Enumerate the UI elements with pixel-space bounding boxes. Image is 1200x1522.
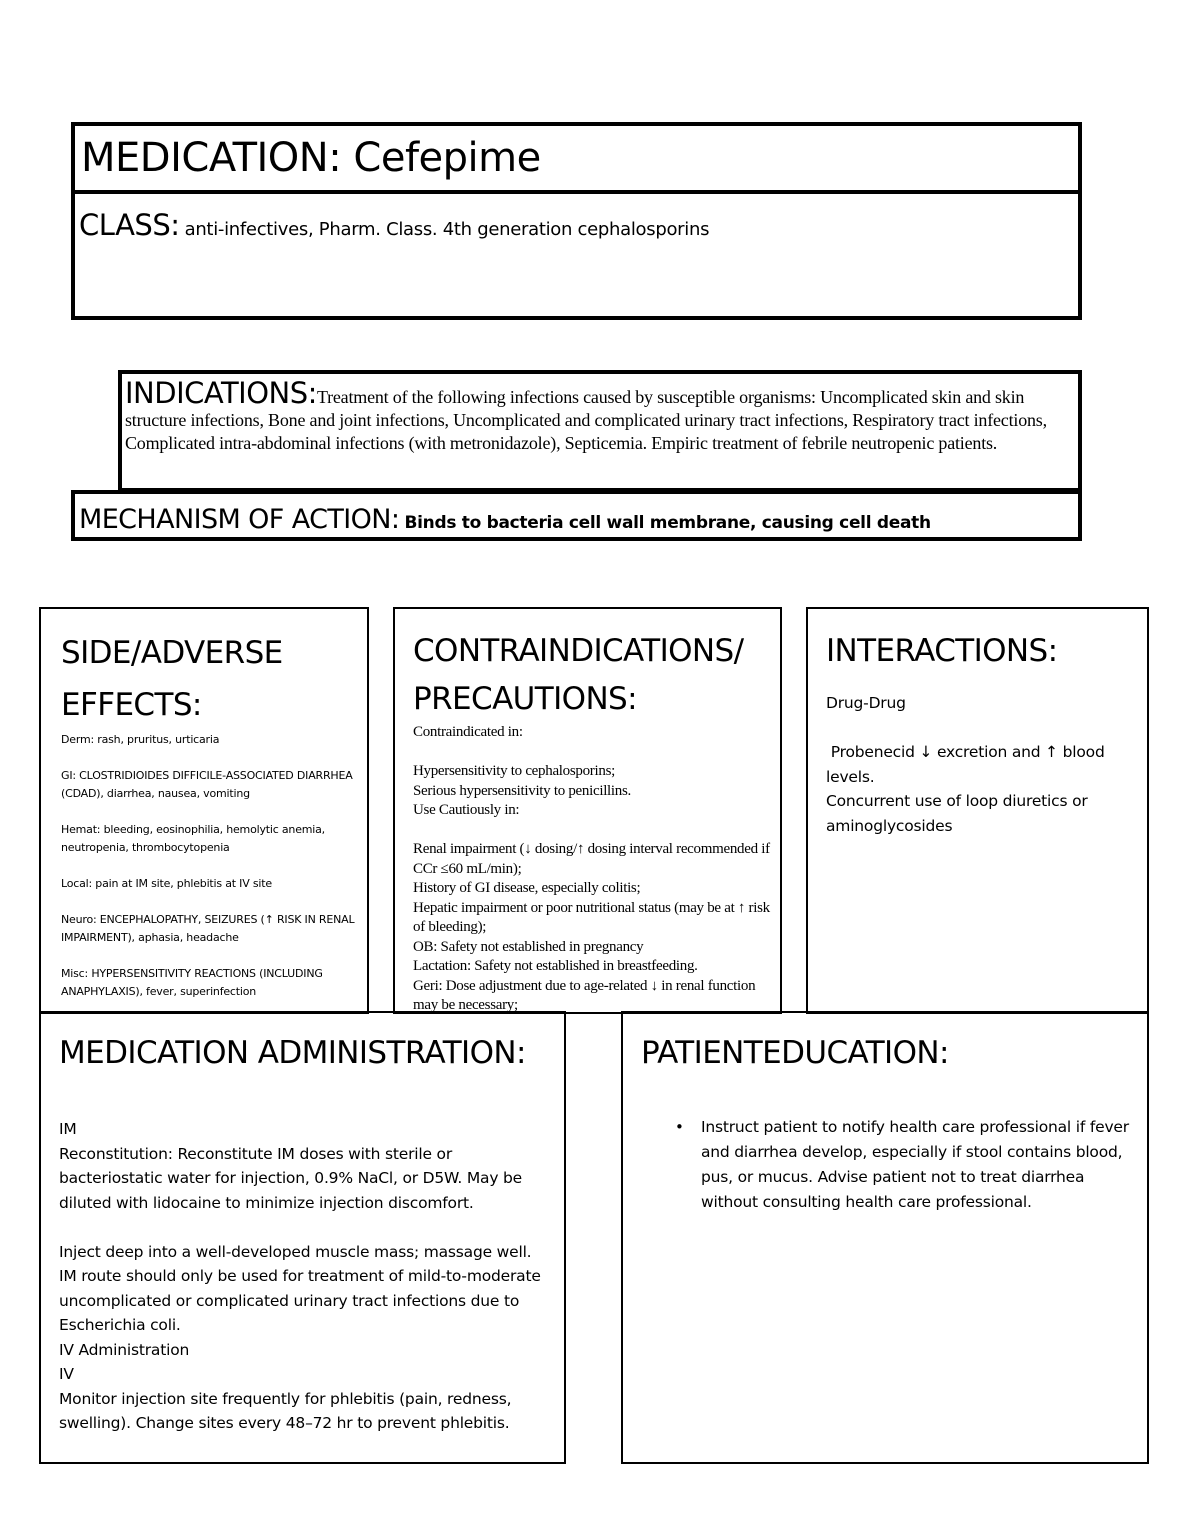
side-effects-heading	[61, 627, 361, 731]
side-effect-derm: Derm: rash, pruritus, urticaria	[61, 733, 220, 746]
reconstitution-text: Reconstitution: Reconstitute IM doses with sterile or bacteriostatic water for injection, 0.9% NaCl, or D5W. May be diluted with lidocaine to minimize injection discomfort.	[59, 1144, 522, 1212]
inject-text: Inject deep into a well-developed muscle mass; massage well.	[59, 1242, 532, 1261]
route-iv: IV	[59, 1365, 74, 1383]
contraindicated-label: Contraindicated in:	[413, 724, 523, 740]
contraindications-heading-line2: PRECAUTIONS:	[413, 681, 637, 717]
spacer	[413, 743, 774, 763]
side-effect-gi: GI: CLOSTRIDIOIDES DIFFICILE-ASSOCIATED DIARRHEA (CDAD), diarrhea, nausea, vomiting	[61, 769, 353, 800]
education-item-text: Instruct patient to notify health care professional if fever and diarrhea develop, especially if stool contains blood, pus, or mucus. Advise patient not to treat diarrhea without consulting health care professional.	[701, 1118, 1129, 1211]
side-effects-box	[39, 607, 369, 1014]
bullet-icon: •	[675, 1118, 684, 1136]
interactions-subheading: Drug-Drug	[826, 694, 906, 712]
spacer	[826, 716, 1139, 741]
interactions-content	[826, 627, 1139, 838]
cautious-item: Hepatic impairment or poor nutritional status (may be at ↑ risk of bleeding);	[413, 899, 770, 935]
mechanism-line	[79, 504, 931, 535]
class-label: CLASS:	[79, 208, 180, 242]
contraindications-content	[413, 627, 774, 1014]
mechanism-label: MECHANISM OF ACTION:	[79, 504, 400, 535]
administration-content	[59, 1029, 556, 1436]
medication-label: MEDICATION:	[81, 135, 342, 181]
iv-administration-label: IV Administration	[59, 1340, 190, 1359]
interactions-heading: INTERACTIONS:	[826, 633, 1058, 669]
interaction-item: Concurrent use of loop diuretics or aminoglycosides	[826, 792, 1088, 835]
education-item	[641, 1115, 1139, 1215]
mechanism-text: Binds to bacteria cell wall membrane, causing cell death	[404, 513, 931, 533]
indications-text: Treatment of the following infections caused by susceptible organisms: Uncomplicated skin and skin structure infections, Bone and joint infections, Uncomplicated and complicated urinary tract infections, Respiratory tract infections, Complicated intra-abdominal infections (with metronidazole), Septicemia. Empiric treatment of febrile neutropenic patients.	[125, 387, 1047, 453]
side-effect-neuro: Neuro: ENCEPHALOPATHY, SEIZURES (↑ RISK IN RENAL IMPAIRMENT), aphasia, headache	[61, 913, 355, 944]
im-route-note: IM route should only be used for treatment of mild-to-moderate uncomplicated or complicated urinary tract infections due to Escherichia coli.	[59, 1267, 541, 1334]
education-heading: PATIENTEDUCATION:	[641, 1035, 949, 1071]
cautious-item: OB: Safety not established in pregnancy	[413, 938, 644, 955]
spacer	[59, 1215, 556, 1240]
contraindications-heading	[413, 627, 774, 723]
contraindications-heading-line1: CONTRAINDICATIONS/	[413, 633, 744, 669]
medication-box	[71, 122, 1082, 194]
medication-heading	[81, 134, 541, 182]
side-effects-heading-line1: SIDE/ADVERSE	[61, 635, 283, 671]
administration-heading: MEDICATION ADMINISTRATION:	[59, 1035, 526, 1071]
mechanism-box	[71, 490, 1082, 541]
class-line	[79, 208, 709, 242]
contraindications-body	[413, 723, 774, 1014]
side-effects-heading-line2: EFFECTS:	[61, 687, 202, 723]
cautious-item: History of GI disease, especially colitis;	[413, 880, 641, 896]
medication-name: Cefepime	[353, 135, 541, 181]
cautious-item: Lactation: Safety not established in breastfeeding.	[413, 958, 698, 974]
administration-box	[39, 1011, 566, 1464]
class-value: anti-infectives, Pharm. Class. 4th generation cephalosporins	[184, 219, 710, 240]
side-effect-hemat: Hemat: bleeding, eosinophilia, hemolytic anemia, neutropenia, thrombocytopenia	[61, 823, 325, 854]
route-im: IM	[59, 1120, 77, 1138]
education-list	[641, 1115, 1139, 1215]
interactions-box	[806, 607, 1149, 1014]
spacer	[413, 821, 774, 841]
interactions-body	[826, 691, 1139, 838]
indications-content	[125, 376, 1074, 455]
administration-body	[59, 1117, 556, 1436]
contraindicated-item: Serious hypersensitivity to penicillins.	[413, 782, 631, 799]
cautious-label: Use Cautiously in:	[413, 802, 520, 818]
cautious-item: Geri: Dose adjustment due to age-related ↓ in renal function may be necessary;	[413, 977, 756, 1013]
side-effects-content	[61, 627, 361, 1014]
side-effect-misc: Misc: HYPERSENSITIVITY REACTIONS (INCLUDING ANAPHYLAXIS), fever, superinfection	[61, 967, 323, 998]
indications-box	[118, 370, 1082, 492]
education-content	[641, 1029, 1139, 1215]
side-effect-local: Local: pain at IM site, phlebitis at IV site	[61, 877, 272, 890]
interaction-item: Probenecid ↓ excretion and ↑ blood levels.	[826, 743, 1110, 786]
monitor-text: Monitor injection site frequently for phlebitis (pain, redness, swelling). Change sites every 48–72 hr to prevent phlebitis.	[59, 1389, 512, 1432]
education-box	[621, 1011, 1149, 1464]
class-box	[71, 190, 1082, 320]
cautious-item: Renal impairment (↓ dosing/↑ dosing interval recommended if CCr ≤60 mL/min);	[413, 841, 770, 877]
indications-label: INDICATIONS:	[125, 376, 317, 410]
contraindications-box	[393, 607, 782, 1014]
contraindicated-item: Hypersensitivity to cephalosporins;	[413, 763, 615, 779]
